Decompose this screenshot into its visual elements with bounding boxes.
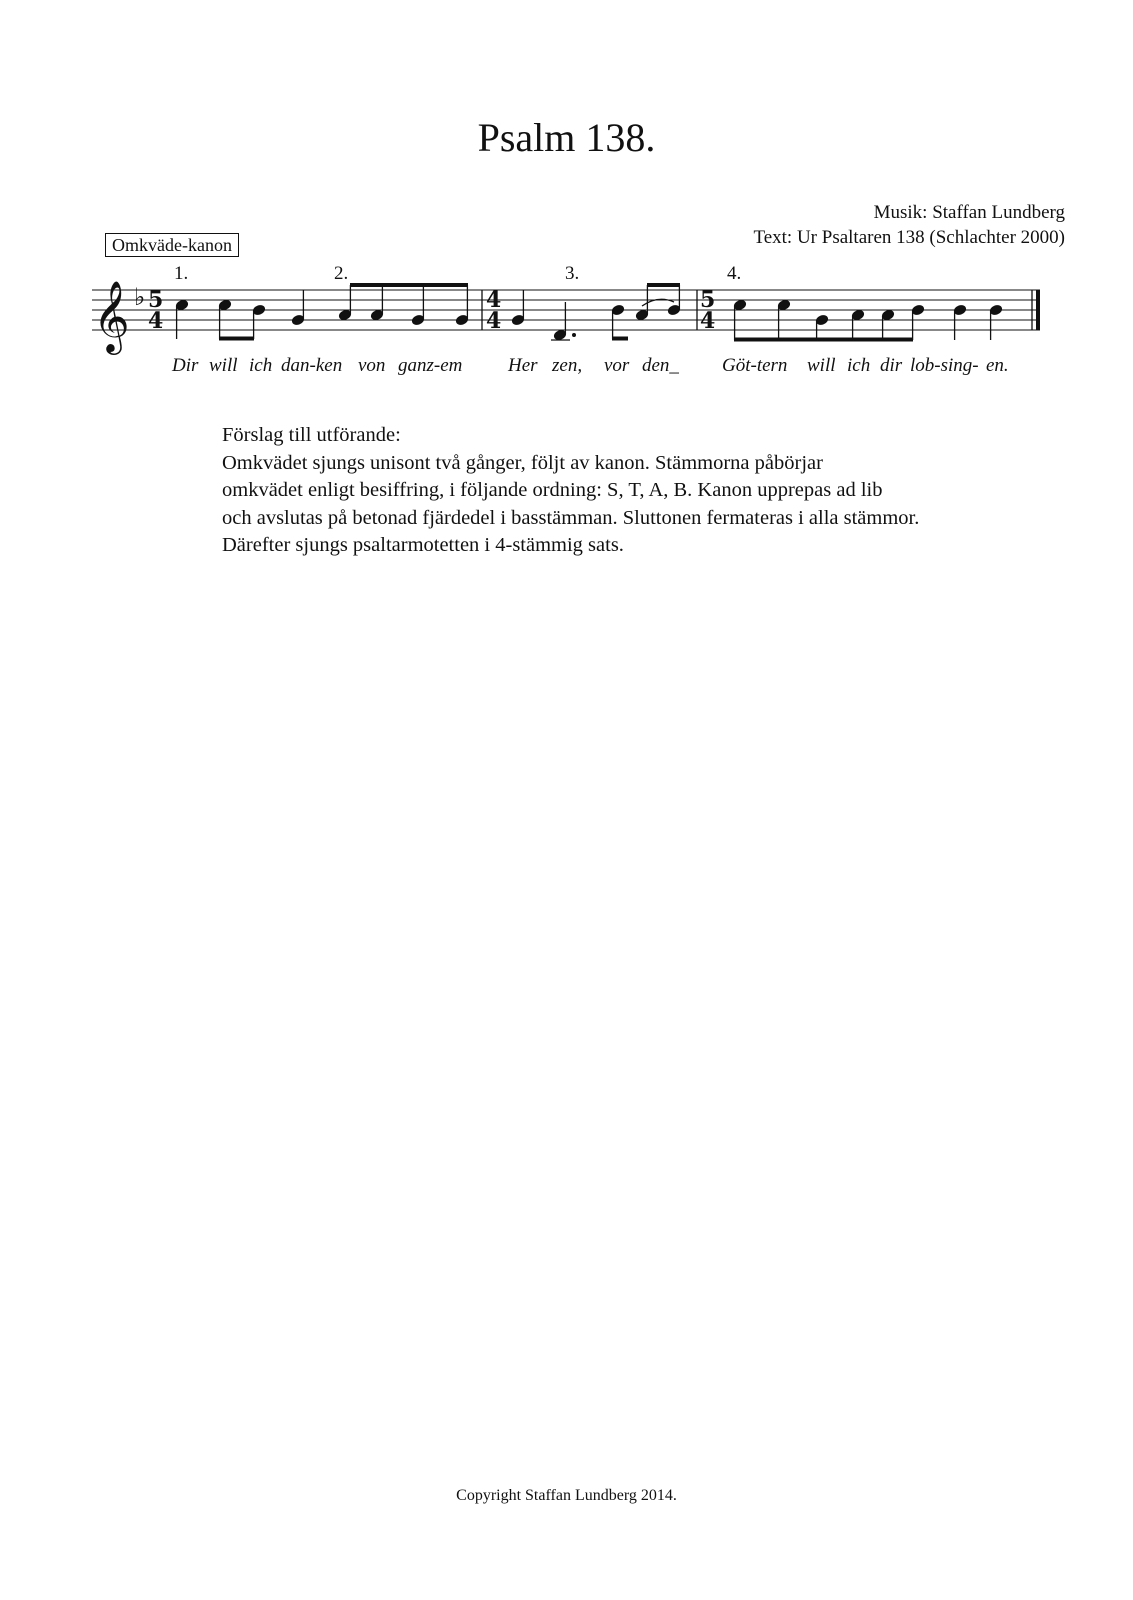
entry-number-3: 3. <box>565 263 580 284</box>
time-signature-2-top: 4 <box>486 287 502 313</box>
beam <box>350 283 468 287</box>
note <box>611 304 624 339</box>
lyric-syllable: en. <box>986 355 1009 376</box>
notes-heading: Förslag till utförande: <box>222 424 401 446</box>
notes-line: och avslutas på betonad fjärdedel i basstämman. Sluttonen fermateras i alla stämmor. <box>222 506 920 529</box>
rehearsal-mark: Omkväde-kanon <box>105 233 239 257</box>
note <box>881 309 894 340</box>
beam <box>734 338 913 342</box>
lyric-syllable: den_ <box>642 355 679 376</box>
note <box>218 299 231 339</box>
lyric-syllable: Dir <box>172 355 199 376</box>
treble-clef-icon: 𝄞 <box>93 279 130 352</box>
lyric-syllable: ganz-em <box>398 355 463 376</box>
lyric-syllable: will <box>209 355 238 376</box>
music-staff <box>0 0 1133 400</box>
lyric-syllable: ich <box>249 355 273 376</box>
lyric-syllable: ich <box>847 355 871 376</box>
lyric-syllable: lob-sing- <box>910 355 979 376</box>
time-signature-2-bottom: 4 <box>486 308 502 334</box>
beam <box>647 283 680 287</box>
note <box>252 304 265 339</box>
lyric-syllable: zen, <box>552 355 583 376</box>
lyric-syllable: vor <box>604 355 630 376</box>
note <box>511 290 524 326</box>
note <box>953 304 966 340</box>
time-signature-1-top: 5 <box>148 287 164 313</box>
lyric-syllable: Her <box>508 355 538 376</box>
note <box>815 314 828 340</box>
lyric-syllable: dir <box>880 355 903 376</box>
notes-line: Omkvädet sjungs unisont två gånger, följt av kanon. Stämmorna påbörjar <box>222 451 823 474</box>
note <box>989 304 1002 340</box>
page-title: Psalm 138. <box>477 115 656 160</box>
notes-line: Därefter sjungs psaltarmotetten i 4-stämmig sats. <box>222 534 624 556</box>
note <box>291 290 304 326</box>
time-signature-1-bottom: 4 <box>148 308 164 334</box>
notes-line: omkvädet enligt besiffring, i följande ordning: S, T, A, B. Kanon upprepas ad lib <box>222 479 883 501</box>
entry-number-4: 4. <box>727 263 742 284</box>
performance-notes <box>222 422 919 560</box>
entry-number-2: 2. <box>334 263 349 284</box>
copyright: Copyright Staffan Lundberg 2014. <box>456 1487 677 1504</box>
entry-number-1: 1. <box>174 263 189 284</box>
note <box>911 304 924 340</box>
lyric-syllable: Göt-tern <box>722 355 788 376</box>
lyric-syllable: dan-ken <box>281 355 343 376</box>
note <box>851 309 864 340</box>
flat-key-signature-icon: ♭ <box>134 283 146 311</box>
lyric-syllable: will <box>807 355 836 376</box>
note <box>455 285 468 326</box>
time-signature-3-top: 5 <box>700 287 716 313</box>
text-credit: Text: Ur Psaltaren 138 (Schlachter 2000) <box>753 227 1065 248</box>
beam <box>219 337 254 341</box>
note <box>553 302 566 341</box>
note <box>175 299 188 339</box>
lyric-syllable: von <box>358 355 386 376</box>
beam <box>612 337 628 341</box>
note <box>411 285 424 326</box>
dot <box>572 333 576 337</box>
composer-credit: Musik: Staffan Lundberg <box>873 202 1065 223</box>
time-signature-3-bottom: 4 <box>700 308 716 334</box>
